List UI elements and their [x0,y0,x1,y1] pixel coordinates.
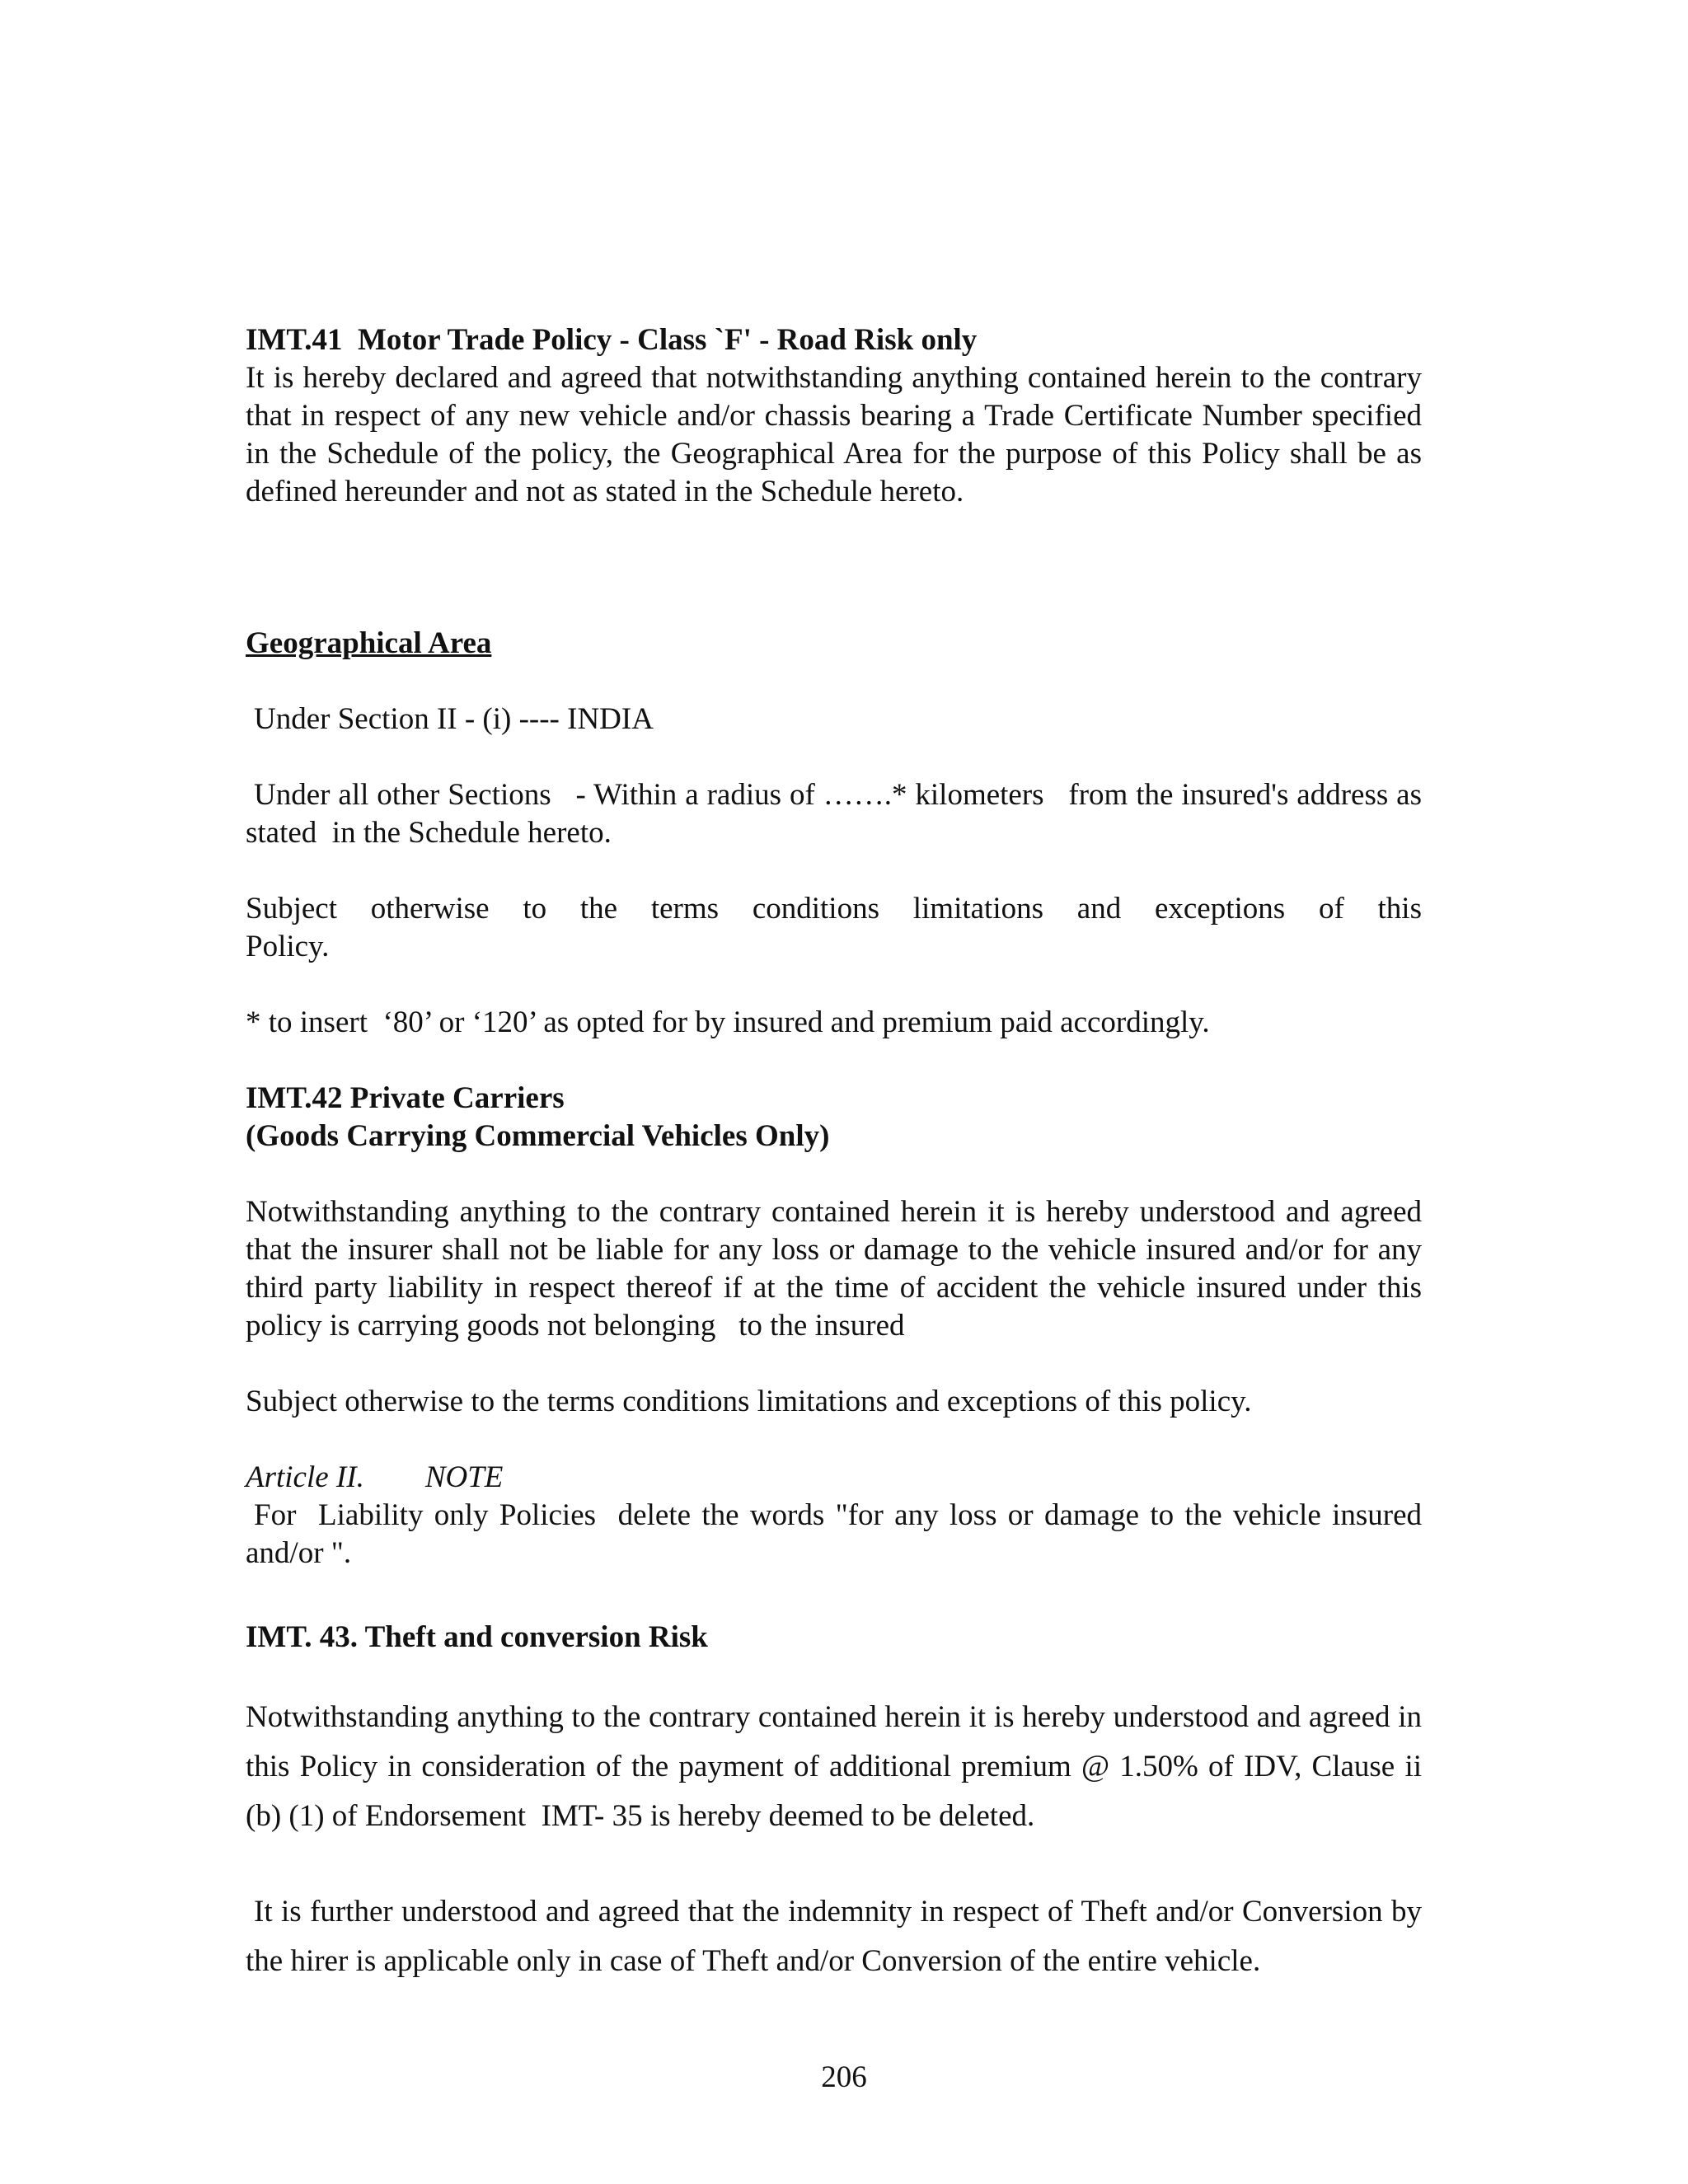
imt42-heading: IMT.42 Private Carriers [246,1081,565,1115]
imt42-body: Notwithstanding anything to the contrary contained herein it is hereby understood and agreed that the insurer shall not be liable for any loss or damage to the vehicle insured and/or for any third party liability in respect thereof if at the time of accident the vehicle insured under this policy is carrying goods not belonging to the insured [246,1195,1430,1343]
imt42-note-label: Article II. NOTE [246,1460,504,1494]
geo-heading: Geographical Area [246,626,492,660]
imt42-note-body: For Liability only Policies delete the words "for any loss or damage to the vehicle insured and/or ". [246,1498,1430,1570]
geo-subject: Subject otherwise to the terms conditions limitations and exceptions of this Policy. [246,892,1422,963]
imt43-body1: Notwithstanding anything to the contrary contained herein it is hereby understood and agreed in this Policy in consideration of the payment of additional premium @ 1.50% of IDV, Clause ii (b) (1) of Endorsement IMT- 35 is hereby deemed to be deleted. [246,1700,1430,1833]
imt42-subject: Subject otherwise to the terms conditions limitations and exceptions of this policy. [246,1385,1252,1418]
page-number: 206 [821,2060,867,2094]
geo-section2: Under Section II - (i) ---- INDIA [254,702,654,736]
document-page [246,321,1430,1986]
imt41-body: It is hereby declared and agreed that notwithstanding anything contained herein to the contrary that in respect of any new vehicle and/or chassis bearing a Trade Certificate Number specified in the Schedule of the policy, the Geographical Area for the purpose of this Policy shall be as defined hereunder and not as stated in the Schedule hereto. [246,361,1422,509]
imt42-subheading: (Goods Carrying Commercial Vehicles Only) [246,1119,830,1153]
imt41-heading: IMT.41 Motor Trade Policy - Class `F' - Road Risk only [246,323,978,357]
geo-other-sections: Under all other Sections - Within a radius of …….* kilometers from the insured's address as stated in the Schedule hereto. [246,778,1430,850]
geo-footnote: * to insert ‘80’ or ‘120’ as opted for by insured and premium paid accordingly. [246,1005,1210,1039]
imt43-body2: It is further understood and agreed that the indemnity in respect of Theft and/or Conversion by the hirer is applicable only in case of Theft and/or Conversion of the entire vehicle. [246,1895,1422,1978]
imt43-heading: IMT. 43. Theft and conversion Risk [246,1620,708,1654]
